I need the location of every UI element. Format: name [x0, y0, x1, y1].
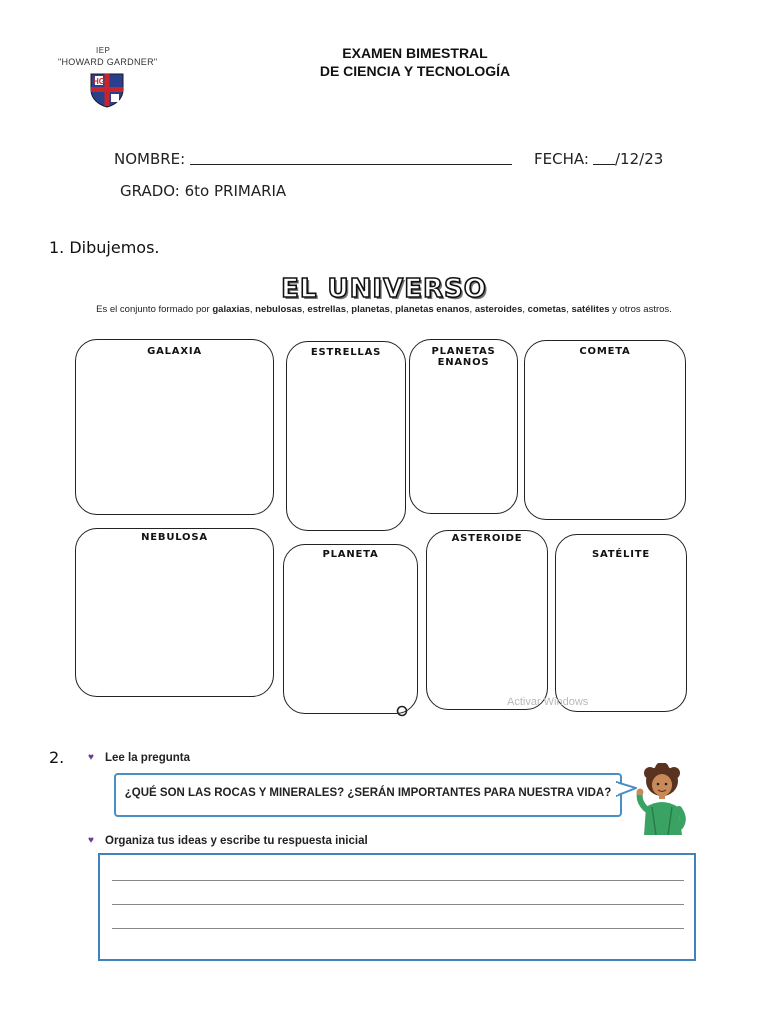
satelite-label: SATÉLITE — [592, 549, 650, 560]
question-box — [114, 773, 622, 817]
estrellas-drawing-box[interactable] — [286, 341, 406, 531]
planeta-drawing-box[interactable] — [283, 544, 418, 714]
description-part-7: planetas — [351, 304, 390, 315]
asteroide-label: ASTEROIDE — [451, 533, 523, 544]
description-part-14: , — [566, 304, 572, 315]
question-1-heading: 1. Dibujemos. — [49, 238, 160, 257]
description-part-3: nebulosas — [255, 304, 303, 315]
nebulosa-label: NEBULOSA — [141, 532, 208, 543]
planetas-enanos-drawing-box[interactable] — [409, 339, 518, 514]
universe-title: EL UNIVERSO — [281, 274, 487, 304]
planetas-enanos-label-line2: ENANOS — [437, 357, 490, 368]
heart-bullet-icon: ♥ — [88, 752, 94, 763]
description-part-16: y otros astros. — [609, 304, 672, 315]
description-part-9: planetas enanos — [395, 304, 470, 315]
exam-title-line1: EXAMEN BIMESTRAL — [342, 45, 488, 61]
school-prefix: IEP — [96, 46, 111, 55]
exam-title-line2: DE CIENCIA Y TECNOLOGÍA — [319, 63, 511, 79]
grade-label: GRADO: 6to PRIMARIA — [120, 182, 287, 200]
question-text: ¿QUÉ SON LAS ROCAS Y MINERALES? ¿SERÁN IMPORTANTES PARA NUESTRA VIDA? — [124, 787, 612, 799]
school-name: "HOWARD GARDNER" — [58, 57, 158, 67]
universe-description — [60, 304, 708, 315]
satelite-drawing-box[interactable] — [555, 534, 687, 712]
school-crest-icon — [88, 72, 126, 108]
description-part-12: , — [522, 304, 528, 315]
name-input-line[interactable] — [190, 164, 512, 165]
description-part-13: cometas — [527, 304, 567, 315]
date-label: FECHA: — [534, 150, 589, 168]
galaxia-label: GALAXIA — [147, 346, 202, 357]
description-part-2: , — [249, 304, 256, 315]
name-label: NOMBRE: — [114, 150, 186, 168]
copyright-circle-icon — [396, 704, 408, 716]
step1-label: Lee la pregunta — [105, 752, 190, 764]
date-value: /12/23 — [615, 150, 664, 168]
question-2-heading: 2. — [49, 748, 65, 767]
exam-title — [250, 44, 580, 80]
planetas-enanos-label — [410, 346, 517, 368]
description-part-11: asteroides — [474, 304, 523, 315]
galaxia-drawing-box[interactable] — [75, 339, 274, 515]
windows-activation-watermark: Activar Windows — [507, 696, 589, 708]
description-part-4: , — [302, 304, 308, 315]
estrellas-label: ESTRELLAS — [310, 347, 382, 358]
asteroide-drawing-box[interactable] — [426, 530, 548, 710]
description-part-15: satélites — [571, 304, 610, 315]
planeta-label: PLANETA — [322, 549, 379, 560]
cometa-label: COMETA — [579, 346, 631, 357]
student-girl-icon — [630, 763, 694, 837]
description-part-8: , — [389, 304, 396, 315]
answer-line-1[interactable] — [112, 880, 684, 881]
description-part-6: , — [345, 304, 352, 315]
crest-letter-h: HG — [93, 77, 105, 86]
nebulosa-drawing-box[interactable] — [75, 528, 274, 697]
answer-box[interactable] — [98, 853, 696, 961]
description-part-1: galaxias — [212, 304, 250, 315]
answer-line-2[interactable] — [112, 904, 684, 905]
date-day-line[interactable] — [593, 164, 615, 165]
answer-line-3[interactable] — [112, 928, 684, 929]
heart-bullet-icon-2: ♥ — [88, 835, 94, 846]
description-part-0: Es el conjunto formado por — [96, 304, 213, 315]
step2-label: Organiza tus ideas y escribe tu respuesta inicial — [105, 835, 368, 847]
description-part-10: , — [469, 304, 475, 315]
description-part-5: estrellas — [307, 304, 346, 315]
cometa-drawing-box[interactable] — [524, 340, 686, 520]
planetas-enanos-label-line1: PLANETAS — [431, 346, 496, 357]
